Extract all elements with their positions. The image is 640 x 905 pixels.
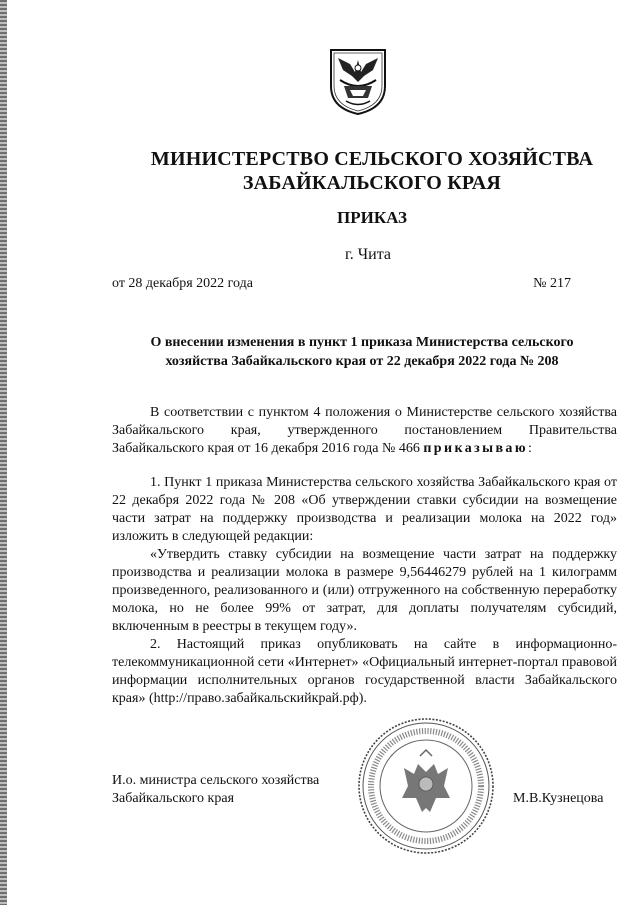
- document-type: ПРИКАЗ: [337, 208, 407, 227]
- signer-position-line-2: Забайкальского края: [112, 791, 235, 806]
- scan-edge: [0, 0, 7, 905]
- signer-position-line-1: И.о. министра сельского хозяйства: [112, 773, 320, 788]
- preamble-text: В соответствии с пунктом 4 положения о Министерстве сельского хозяйства Забайкальского края, утвержденного постановлением Правительства Забайкальского края от 16 декабря 2016 года № 466: [112, 405, 617, 456]
- item-2-paragraph: 2. Настоящий приказ опубликовать на сайте в информационно-телекоммуникационной сети «Интернет» «Официальный интернет-портал правовой информации исполнительных органов государственной власти Забайкальского края» (http://право.забайкальскийкрай.рф).: [112, 637, 617, 706]
- item-1-paragraph: 1. Пункт 1 приказа Министерства сельского хозяйства Забайкальского края от 22 декабря 2022 года № 208 «Об утверждении ставки субсидии на возмещение части затрат на поддержку производства и реализации молока на 2022 год» изложить в следующей редакции:: [112, 475, 617, 544]
- subject-line-1: О внесении изменения в пункт 1 приказа Министерства сельского: [150, 335, 574, 350]
- document-date: от 28 декабря 2022 года: [112, 276, 253, 291]
- official-seal-icon: [356, 716, 496, 856]
- ministry-line-1: МИНИСТЕРСТВО СЕЛЬСКОГО ХОЗЯЙСТВА: [150, 148, 594, 170]
- order-word: приказываю: [423, 441, 528, 456]
- order-colon: :: [527, 441, 532, 456]
- document-subject: [108, 333, 616, 371]
- signer-name: М.В.Кузнецова: [513, 791, 604, 806]
- subject-line-2: хозяйства Забайкальского края от 22 декабря 2022 года № 208: [165, 354, 559, 369]
- document-number: № 217: [533, 276, 571, 291]
- document-body: [112, 404, 617, 708]
- ministry-line-2: ЗАБАЙКАЛЬСКОГО КРАЯ: [242, 172, 502, 194]
- coat-of-arms-icon: [328, 46, 388, 116]
- item-1-quote-paragraph: «Утвердить ставку субсидии на возмещение части затрат на поддержку производства и реализации молока в размере 9,56446279 рублей на 1 килограмм произведенного, реализованного и (или) отгруженного на собственную переработку молока, но не более 99% от затрат, для доплаты получателям субсидий, включенным в реестры в текущем году».: [112, 547, 617, 634]
- preamble-paragraph: [112, 404, 617, 458]
- ministry-name: [52, 147, 640, 195]
- signer-position: [112, 772, 319, 808]
- city: г. Чита: [344, 246, 391, 263]
